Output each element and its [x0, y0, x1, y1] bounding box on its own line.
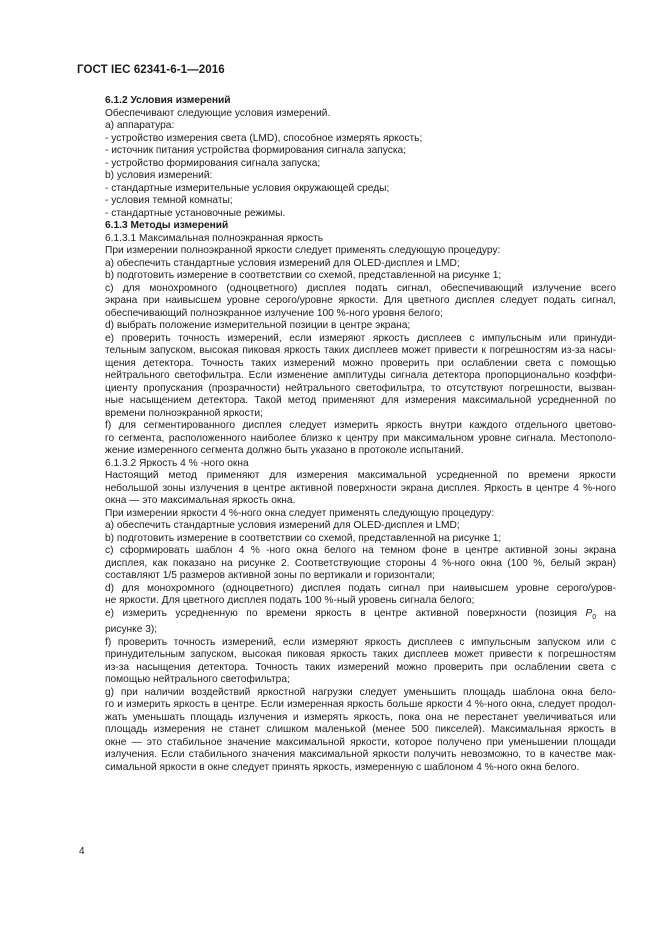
text-line-content: f) проверить точность измерений, если измеряют яркость дисплеев с импульсным запуском или с — [105, 636, 616, 648]
text-line-content: b) подготовить измерение в соответствии со схемой, представленной на рисунке 1; — [105, 532, 502, 544]
text-line-content: обеспечивающий полноэкранное излучение 100 %-ного уровня белого; — [105, 307, 443, 319]
subsection-title-6-1-3-2: 6.1.3.2 Яркость 4 % -ного окна — [105, 457, 249, 469]
text-line — [79, 533, 616, 546]
list-line: - стандартные установочные режимы. — [105, 207, 286, 219]
subsection-6-1-3-1-text — [79, 245, 616, 458]
list-line: - стандартные измерительные условия окружающей среды; — [105, 182, 390, 194]
text-line-content: g) при наличии воздействий яркостной нагрузки следует уменьшить площадь шаблона окна бело- — [105, 686, 616, 698]
text-line — [79, 333, 616, 346]
text-line — [79, 545, 616, 558]
text-line — [79, 383, 616, 396]
text-line-content: При измерении яркости 4 %-ного окна следует применять следующую процедуру: — [105, 507, 495, 519]
text-line — [79, 508, 616, 521]
text-line — [79, 520, 616, 533]
text-line-content: жение измеренного сегмента должно быть указано в протоколе испытаний. — [105, 445, 464, 456]
text-line — [79, 699, 616, 712]
text-line-content: из-за насыщения детектора. Точность таких измерений можно проверить при ослаблении света с — [105, 661, 616, 673]
text-line-content: щения детектора. Точность таких измерений можно проверить при ослаблении света с помощью — [105, 357, 616, 369]
text-line — [79, 345, 616, 358]
text-line — [79, 408, 616, 421]
text-line — [79, 395, 616, 408]
text-line-content: ные насыщением детектора. Такой метод применяют для измерения максимальной усредненной по — [105, 395, 616, 406]
document-header: ГОСТ IEC 62341-6-1—2016 — [77, 64, 225, 76]
list-line: - условия темной комнаты; — [105, 195, 233, 206]
text-line-content: f) для сегментированного дисплея следует измерить яркость внутри каждого отдельного цветово- — [105, 420, 616, 431]
text-line-content: a) обеспечить стандартные условия измерений для OLED-дисплея и LMD; — [105, 257, 460, 269]
text-line — [79, 358, 616, 371]
text-line — [79, 649, 616, 662]
subsection-title-6-1-3-1: 6.1.3.1 Максимальная полноэкранная яркость — [105, 232, 324, 244]
text-line — [79, 483, 616, 496]
document-body — [79, 95, 616, 774]
text-line — [79, 445, 616, 458]
text-line — [79, 674, 616, 687]
text-line-content: времени полноэкранной яркости; — [105, 407, 263, 419]
section-6-1-2-list — [79, 108, 616, 221]
text-line — [79, 558, 616, 571]
text-line-content: площадь измерения не станет слишком маленькой (менее 500 пикселей). Максимальная яркость в — [105, 724, 616, 736]
text-line — [79, 570, 616, 583]
text-line — [79, 662, 616, 675]
text-line-content: симальной яркости в окне следует принять яркость, измеренную с шаблоном 4 %-ного окна белого. — [105, 761, 580, 773]
text-line-content: го сегмента, расположенного наиболее близко к центру при максимальном уровне сигнала. Местополо- — [105, 432, 616, 444]
text-line-content: b) подготовить измерение в соответствии со схемой, представленной на рисунке 1; — [105, 270, 502, 281]
text-line — [79, 270, 616, 283]
text-line — [79, 608, 616, 625]
list-line: b) условия измерений: — [105, 170, 213, 181]
text-line-content: При измерении полноэкранной яркости следует применять следующую процедуру: — [105, 245, 501, 256]
text-line-content: принудительным запуском, высокая пиковая яркость таких дисплеев может привести к погрешностям — [105, 649, 616, 661]
text-line-content: циенту пропускания (прозрачности) нейтрального светофильтра, то отсутствуют погрешности, вызван- — [105, 382, 616, 394]
text-line — [79, 308, 616, 321]
subsection-6-1-3-2-text — [79, 470, 616, 774]
text-line — [79, 495, 616, 508]
text-line-content: a) обеспечить стандартные условия измерений для OLED-дисплея и LMD; — [105, 520, 460, 531]
text-line — [79, 624, 616, 637]
text-line-content: e) проверить точность измерений, если измеряют яркость дисплеев с импульсным или принуди- — [105, 332, 616, 344]
text-line — [79, 687, 616, 700]
text-line-content: излучения. Если стабильного значения максимальной яркости получить невозможно, то в качестве мак- — [105, 749, 616, 761]
text-line-tail: на — [604, 607, 616, 619]
text-line-content: составляют 1/5 размеров активной зоны по вертикали и горизонтали; — [105, 570, 435, 581]
text-line-content: c) сформировать шаблон 4 % -ного окна белого на темном фоне в центре активной зоны экрана — [105, 545, 616, 556]
text-line-content: d) выбрать положение измерительной позиции в центре экрана; — [105, 320, 411, 331]
text-line-content: рисунке 3); — [105, 624, 158, 636]
section-heading-6-1-3: 6.1.3 Методы измерений — [105, 220, 229, 231]
text-line-content: не яркости. Для цветного дисплея подать 100 %-ный уровень сигнала белого; — [105, 595, 475, 606]
text-line — [79, 283, 616, 296]
text-line-content: тельным запуском, высокая пиковая яркость таких дисплеев может привести к погрешностям из-за насы- — [105, 345, 616, 356]
text-line — [79, 370, 616, 383]
text-line — [79, 433, 616, 446]
text-line — [79, 420, 616, 433]
text-line — [79, 245, 616, 258]
text-line-content: Настоящий метод применяют для измерения максимальной усредненной по времени яркости — [105, 470, 616, 481]
text-line-content: го и измерить яркость в центре. Если измеренная яркость больше яркости 4 %-ного окна, следует продол- — [105, 699, 616, 711]
text-line — [79, 724, 616, 737]
text-line-content: нейтрального светофильтра. Если изменение амплитуды сигнала детектора пропорционально коэффи- — [105, 370, 616, 381]
list-line: - устройство измерения света (LMD), способное измерять яркость; — [105, 132, 423, 144]
text-line — [79, 595, 616, 608]
text-line-content: помощью нейтрального светофильтра; — [105, 674, 290, 686]
text-line — [79, 583, 616, 596]
text-line-content: c) для монохромного (одноцветного) дисплея подать сигнал, обеспечивающий излучение всего — [105, 282, 616, 294]
text-line-content: окна — это максимальная яркость окна. — [105, 495, 296, 506]
text-line — [79, 762, 616, 775]
text-line-content: e) измерить усредненную по времени яркость в центре активной поверхности (позиция — [105, 607, 577, 619]
position-subscript: 0 — [592, 613, 597, 621]
list-line: Обеспечивают следующие условия измерений. — [105, 107, 331, 119]
text-line — [79, 637, 616, 650]
text-line — [79, 737, 616, 750]
text-line — [79, 320, 616, 333]
text-line — [79, 470, 616, 483]
list-line: - источник питания устройства формирования сигнала запуска; — [105, 145, 407, 156]
list-line: a) аппаратура: — [105, 120, 175, 131]
text-line-content: d) для монохромного (одноцветного) дисплея подать сигнал при наивысшем уровне серого/уров- — [105, 582, 616, 594]
text-line-content: небольшой зоны излучения в центре активной поверхности экрана дисплея. Яркость в центре 4 %-ного — [105, 482, 616, 494]
page-number: 4 — [79, 846, 85, 857]
text-line — [79, 295, 616, 308]
text-line-content: окне — это стабильное значение максимальной яркости, которое получено при уменьшении площади — [105, 736, 616, 748]
position-symbol: P — [585, 607, 593, 619]
text-line-content: жать уменьшать площадь излучения и измерять яркость, пока она не перестанет увеличиваться или — [105, 711, 616, 723]
text-line — [79, 712, 616, 725]
text-line-content: дисплея, как показано на рисунке 2. Соответствующие стороны 4 %-ного окна (100 %, белый экран) — [105, 557, 616, 569]
text-line — [79, 749, 616, 762]
list-line: - устройство формирования сигнала запуска; — [105, 157, 321, 169]
section-heading-6-1-2: 6.1.2 Условия измерений — [105, 95, 231, 106]
text-line — [79, 258, 616, 271]
text-line-content: экрана при наивысшем уровне серого/уровне яркости. Для цветного дисплея следует подать сигнал, — [105, 295, 616, 306]
